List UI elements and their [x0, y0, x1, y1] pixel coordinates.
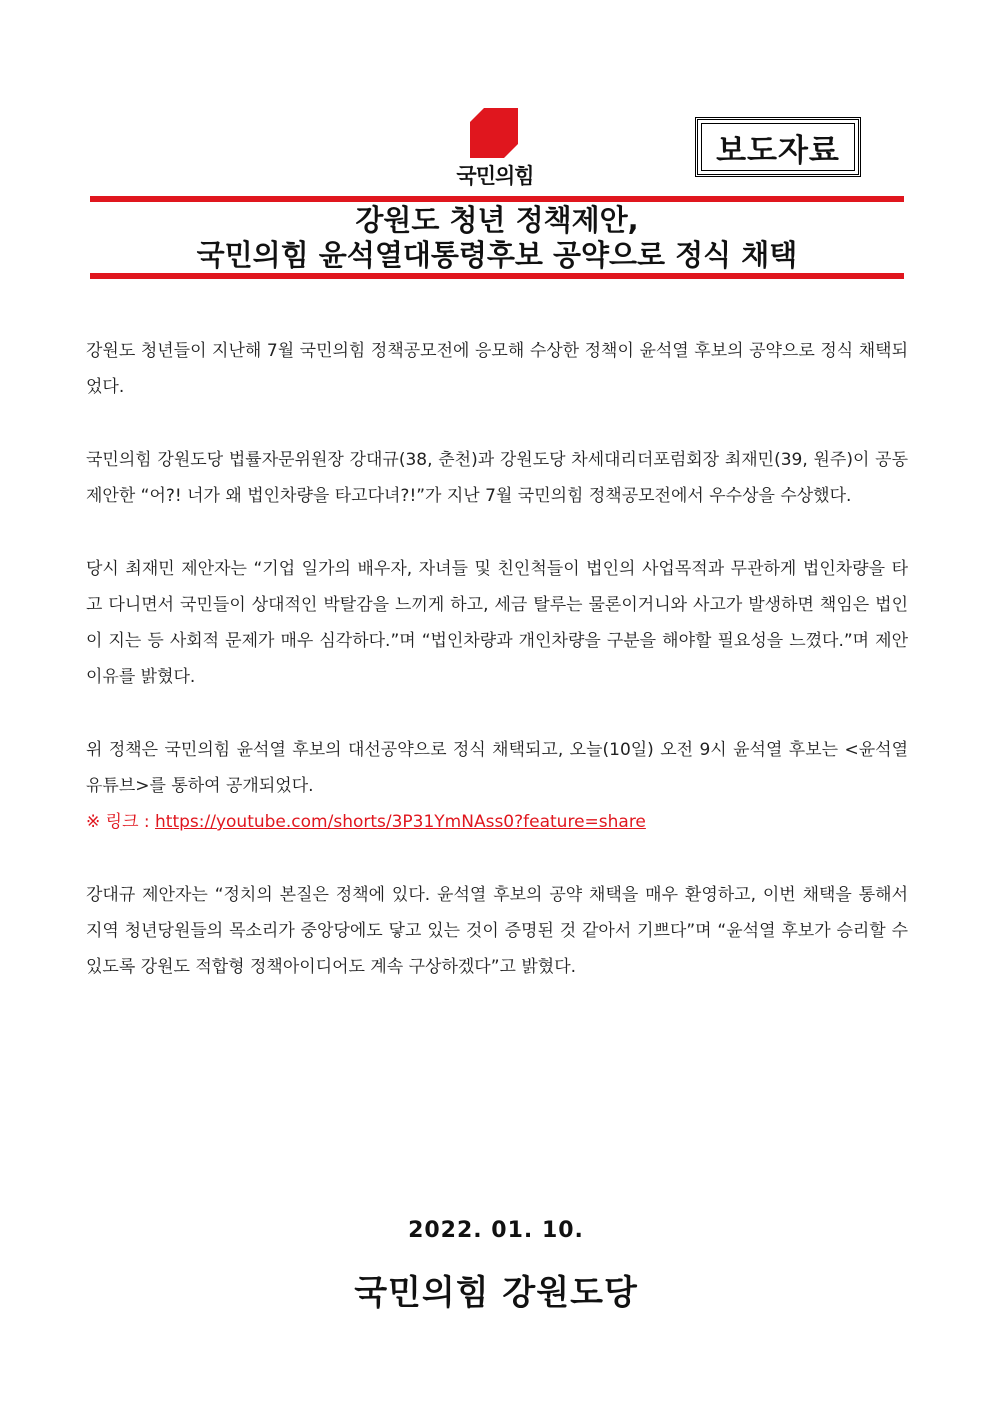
headline-top-rule — [90, 196, 904, 202]
stamp-label: 보도자료 — [716, 132, 840, 169]
link-line — [86, 804, 908, 840]
paragraph-1: 강원도 청년들이 지난해 7월 국민의힘 정책공모전에 응모해 수상한 정책이 윤석열 후보의 공약으로 정식 채택되었다. — [86, 341, 908, 397]
headline-line-1: 강원도 청년 정책제안, — [355, 203, 639, 237]
link-label: ※ 링크 : — [86, 812, 156, 832]
party-logo-icon — [470, 108, 518, 158]
paragraph-4: 위 정책은 국민의힘 윤석열 후보의 대선공약으로 정식 채택되고, 오늘(10일) 오전 9시 윤석열 후보는 <윤석열 유튜브>를 통하여 공개되었다. — [86, 740, 908, 796]
party-logo-text: 국민의힘 — [456, 164, 534, 188]
paragraph-2: 국민의힘 강원도당 법률자문위원장 강대규(38, 춘천)과 강원도당 차세대리더포럼회장 최재민(39, 원주)이 공동 제안한 “어?! 너가 왜 법인차량을 타고다녀?!”가 지난 7월 국민의힘 정책공모전에서 우수상을 수상했다. — [86, 450, 908, 506]
headline — [90, 203, 904, 273]
issuing-organization: 국민의힘 강원도당 — [354, 1273, 638, 1313]
headline-bottom-rule — [90, 273, 904, 279]
headline-line-2: 국민의힘 윤석열대통령후보 공약으로 정식 채택 — [196, 238, 798, 272]
press-release-stamp — [695, 117, 861, 177]
release-date: 2022. 01. 10. — [408, 1218, 584, 1243]
paragraph-3: 당시 최재민 제안자는 “기업 일가의 배우자, 자녀들 및 친인척들이 법인의 사업목적과 무관하게 법인차량을 타고 다니면서 국민들이 상대적인 박탈감을 느끼게 하고, 세금 탈루는 물론이거니와 사고가 발생하면 책임은 법인이 지는 등 사회적 문제가 매우 심각하다.”며 “법인차량과 개인차량을 구분을 해야할 필요성을 느꼈다.”며 제안이유를 밝혔다. — [86, 559, 908, 687]
paragraph-5: 강대규 제안자는 “정치의 본질은 정책에 있다. 윤석열 후보의 공약 채택을 매우 환영하고, 이번 채택을 통해서 지역 청년당원들의 목소리가 중앙당에도 닿고 있는 것이 증명된 것 같아서 기쁘다”며 “윤석열 후보가 승리할 수 있도록 강원도 적합형 정책아이디어도 계속 구상하겠다”고 밝혔다. — [86, 885, 908, 977]
stamp-inner-border — [701, 123, 855, 171]
article-body — [86, 333, 908, 1022]
youtube-link[interactable]: https://youtube.com/shorts/3P31YmNAss0?feature=share — [155, 812, 646, 832]
